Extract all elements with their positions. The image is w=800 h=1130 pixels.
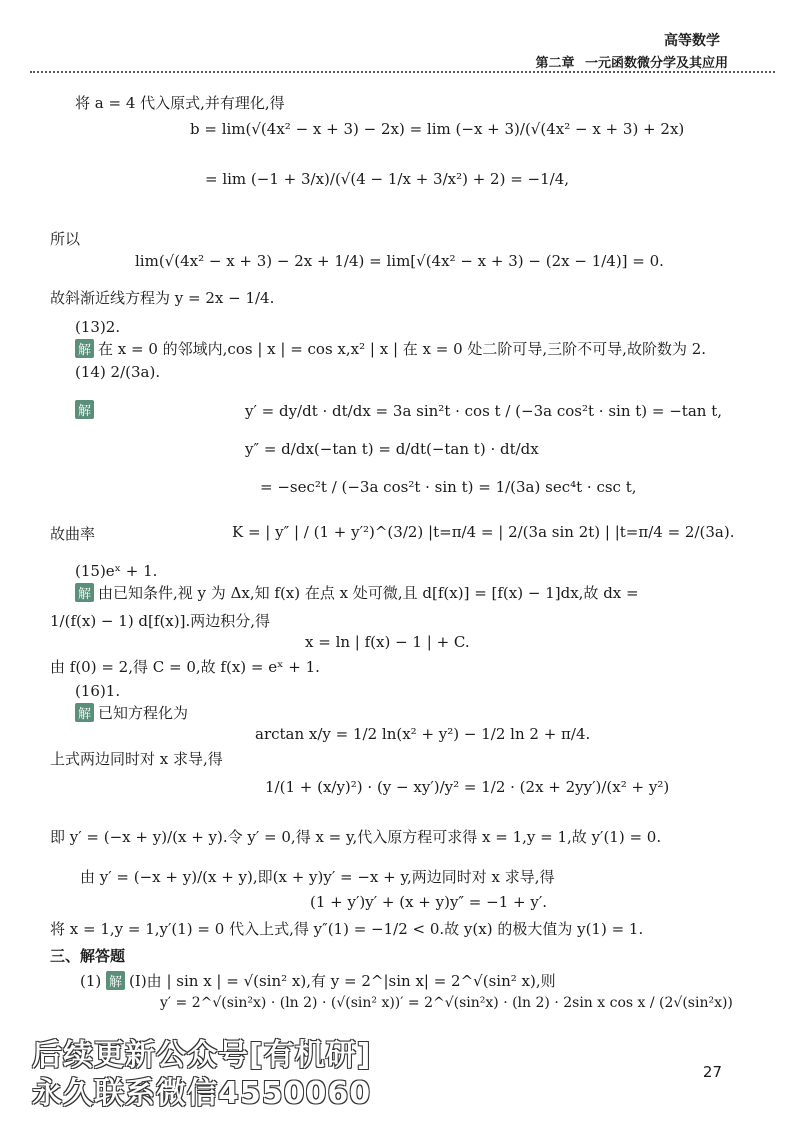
solution-16 — [75, 702, 188, 723]
text-line: 所以 — [50, 230, 81, 248]
equation-arctan: arctan x/y = 1/2 ln(x² + y²) − 1/2 ln 2 + π/4. — [255, 725, 591, 743]
watermark-line-1: 后续更新公众号[有机研] — [32, 1038, 372, 1073]
equation-b: b = lim(√(4x² − x + 3) − 2x) = lim (−x + 3)/(√(4x² − x + 3) + 2x) — [190, 120, 685, 138]
solution-text: 已知方程化为 — [98, 704, 189, 722]
solution-text: 由已知条件,视 y 为 Δx,知 f(x) 在点 x 处可微,且 d[f(x)] = [f(x) − 1]dx,故 dx = — [98, 584, 639, 602]
answer-14: (14) 2/(3a). — [75, 363, 161, 381]
text-line: 故曲率 — [50, 525, 96, 543]
equation-limit: lim(√(4x² − x + 3) − 2x + 1/4) = lim[√(4x² − x + 3) − (2x − 1/4)] = 0. — [135, 252, 664, 270]
watermark-line-2: 永久联系微信4550060 — [32, 1076, 372, 1111]
derivative-y2-continued: = −sec²t / (−3a cos²t · sin t) = 1/(3a) sec⁴t · csc t, — [260, 478, 637, 496]
equation-differentiated: 1/(1 + (x/y)²) · (y − xy′)/y² = 1/2 · (2x + 2yy′)/(x² + y²) — [265, 778, 670, 796]
text-line: 由 f(0) = 2,得 C = 0,故 f(x) = eˣ + 1. — [50, 658, 320, 676]
answer-13: (13)2. — [75, 318, 121, 336]
derivative-y1: y′ = dy/dt · dt/dx = 3a sin²t · cos t / (−3a cos²t · sin t) = −tan t, — [245, 402, 722, 420]
solution-tag: 解 — [75, 400, 94, 419]
header-divider — [30, 71, 775, 73]
solution-tag: 解 — [106, 971, 125, 990]
text-line: 将 x = 1,y = 1,y′(1) = 0 代入上式,得 y″(1) = −1/2 < 0.故 y(x) 的极大值为 y(1) = 1. — [50, 920, 644, 938]
page-number: 27 — [702, 1063, 722, 1081]
solution-13 — [75, 338, 706, 359]
solution-text: (Ⅰ)由 | sin x | = √(sin² x),有 y = 2^|sin x| = 2^√(sin² x),则 — [129, 972, 556, 990]
chapter-heading — [529, 52, 728, 71]
equation-second-derivative: (1 + y′)y′ + (x + y)y″ = −1 + y′. — [310, 893, 548, 911]
section-heading: 三、解答题 — [50, 947, 126, 965]
text-line: 即 y′ = (−x + y)/(x + y).令 y′ = 0,得 x = y,代入原方程可求得 x = 1,y = 1,故 y′(1) = 0. — [50, 828, 662, 846]
text-line: 1/(f(x) − 1) d[f(x)].两边积分,得 — [50, 612, 270, 630]
solution-15 — [75, 582, 639, 603]
derivative-expression: y′ = 2^√(sin²x) · (ln 2) · (√(sin² x))′ = 2^√(sin²x) · (ln 2) · 2sin x cos x / (2√(sin²x)) — [160, 995, 733, 1011]
solution-tag: 解 — [75, 339, 94, 358]
text-line: 上式两边同时对 x 求导,得 — [50, 750, 223, 768]
curvature-formula: K = | y″ | / (1 + y′²)^(3/2) |t=π/4 = | 2/(3a sin 2t) | |t=π/4 = 2/(3a). — [232, 523, 735, 541]
text-line: 将 a = 4 代入原式,并有理化,得 — [75, 94, 285, 112]
book-title: 高等数学 — [664, 33, 720, 49]
problem-1 — [80, 970, 556, 991]
answer-16: (16)1. — [75, 682, 121, 700]
asymptote-statement: 故斜渐近线方程为 y = 2x − 1/4. — [50, 289, 275, 307]
item-label: (1) — [80, 972, 102, 990]
answer-15: (15)eˣ + 1. — [75, 562, 158, 580]
chapter-title: 一元函数微分学及其应用 — [584, 56, 728, 71]
solution-14-tag — [75, 400, 98, 419]
text-line: 由 y′ = (−x + y)/(x + y),即(x + y)y′ = −x + y,两边同时对 x 求导,得 — [80, 868, 555, 886]
integral-result: x = ln | f(x) − 1 | + C. — [305, 633, 470, 651]
equation-b-continued: = lim (−1 + 3/x)/(√(4 − 1/x + 3/x²) + 2) = −1/4, — [205, 170, 570, 188]
derivative-y2: y″ = d/dx(−tan t) = d/dt(−tan t) · dt/dx — [245, 440, 539, 458]
solution-text: 在 x = 0 的邻域内,cos | x | = cos x,x² | x | 在 x = 0 处二阶可导,三阶不可导,故阶数为 2. — [98, 340, 707, 358]
solution-tag: 解 — [75, 583, 94, 602]
chapter-number: 第二章 — [535, 56, 575, 71]
solution-tag: 解 — [75, 703, 94, 722]
